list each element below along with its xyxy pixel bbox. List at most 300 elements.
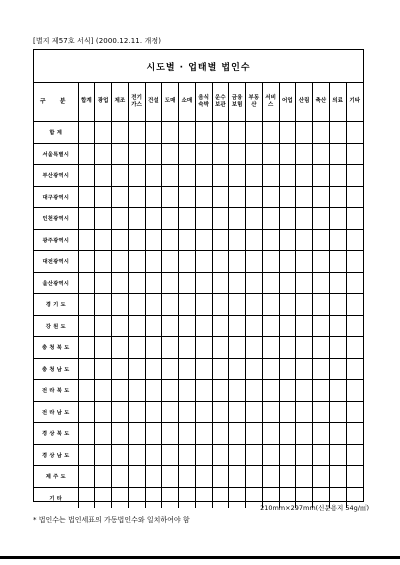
table-cell (346, 186, 363, 208)
table-row (34, 423, 363, 445)
column-header: 광업 (95, 83, 112, 122)
table-cell (212, 358, 229, 380)
table-cell (179, 208, 196, 230)
table-cell (162, 186, 179, 208)
table-cell (262, 143, 279, 165)
table-cell (262, 229, 279, 251)
table-cell (279, 208, 296, 230)
table-cell (229, 143, 246, 165)
table-cell (195, 401, 212, 423)
table-cell (195, 466, 212, 488)
region-label: 광주광역시 (34, 229, 78, 251)
table-cell (346, 315, 363, 337)
table-cell (279, 315, 296, 337)
table-cell (95, 272, 112, 294)
region-label: 서울특별시 (34, 143, 78, 165)
table-cell (78, 272, 95, 294)
table-cell (78, 380, 95, 402)
table-cell (95, 165, 112, 187)
table-cell (95, 315, 112, 337)
table-cell (346, 122, 363, 144)
table-cell (78, 315, 95, 337)
table-cell (262, 423, 279, 445)
table-cell (128, 229, 145, 251)
table-cell (246, 294, 263, 316)
table-cell (179, 122, 196, 144)
column-header: 서비스 (262, 83, 279, 122)
table-cell (329, 251, 346, 273)
table-cell (346, 444, 363, 466)
table-cell (78, 165, 95, 187)
table-cell (112, 165, 129, 187)
table-cell (329, 444, 346, 466)
table-cell (313, 143, 330, 165)
table-cell (246, 229, 263, 251)
table-cell (128, 444, 145, 466)
table-cell (195, 165, 212, 187)
table-cell (179, 423, 196, 445)
table-cell (329, 229, 346, 251)
table-cell (179, 272, 196, 294)
table-cell (229, 423, 246, 445)
table-cell (95, 229, 112, 251)
table-row (34, 358, 363, 380)
table-cell (179, 466, 196, 488)
table-cell (313, 272, 330, 294)
table-cell (145, 165, 162, 187)
table-row (34, 186, 363, 208)
region-label: 경 상 남 도 (34, 444, 78, 466)
table-cell (246, 186, 263, 208)
table-cell (246, 208, 263, 230)
table-cell (229, 466, 246, 488)
table-cell (313, 229, 330, 251)
table-cell (329, 122, 346, 144)
region-label: 전 라 북 도 (34, 380, 78, 402)
table-cell (162, 444, 179, 466)
table-cell (212, 466, 229, 488)
table-cell (78, 186, 95, 208)
table-cell (128, 466, 145, 488)
region-label: 대전광역시 (34, 251, 78, 273)
table-cell (229, 337, 246, 359)
region-label: 울산광역시 (34, 272, 78, 294)
table-cell (112, 444, 129, 466)
column-header: 음식 숙박 (195, 83, 212, 122)
table-cell (145, 380, 162, 402)
table-cell (279, 337, 296, 359)
table-cell (329, 337, 346, 359)
table-cell (212, 401, 229, 423)
table-cell (112, 272, 129, 294)
region-label: 전 라 남 도 (34, 401, 78, 423)
table-cell (212, 444, 229, 466)
table-row (34, 251, 363, 273)
table-cell (179, 487, 196, 508)
table-cell (195, 337, 212, 359)
table-cell (246, 401, 263, 423)
table-row (34, 229, 363, 251)
table-cell (179, 186, 196, 208)
table-cell (128, 487, 145, 508)
table-cell (262, 186, 279, 208)
table-cell (112, 423, 129, 445)
table-cell (179, 165, 196, 187)
column-header: 운수 보관 (212, 83, 229, 122)
table-cell (162, 487, 179, 508)
column-header: 합계 (78, 83, 95, 122)
table-cell (95, 337, 112, 359)
table-cell (78, 208, 95, 230)
table-cell (296, 272, 313, 294)
table-cell (162, 423, 179, 445)
table-cell (329, 272, 346, 294)
table-cell (162, 229, 179, 251)
table-cell (229, 229, 246, 251)
table-cell (145, 423, 162, 445)
region-label: 인천광역시 (34, 208, 78, 230)
table-cell (296, 337, 313, 359)
table-cell (179, 380, 196, 402)
table-cell (195, 208, 212, 230)
table-row (34, 122, 363, 144)
table-cell (179, 401, 196, 423)
table-cell (162, 165, 179, 187)
table-cell (212, 272, 229, 294)
table-cell (262, 466, 279, 488)
table-cell (212, 186, 229, 208)
table-cell (329, 143, 346, 165)
table-cell (313, 423, 330, 445)
table-cell (145, 444, 162, 466)
table-cell (246, 358, 263, 380)
table-cell (212, 251, 229, 273)
column-header: 금융 보험 (229, 83, 246, 122)
table-cell (195, 294, 212, 316)
form-box (33, 49, 364, 502)
footnote: * 법인수는 법인세표의 가동법인수와 일치하여야 함 (33, 516, 190, 524)
table-cell (346, 294, 363, 316)
table-cell (212, 380, 229, 402)
table-cell (229, 251, 246, 273)
column-header: 부동산 (246, 83, 263, 122)
table-cell (78, 466, 95, 488)
table-cell (162, 358, 179, 380)
table-cell (262, 122, 279, 144)
table-row (34, 165, 363, 187)
table-cell (262, 337, 279, 359)
table-cell (128, 337, 145, 359)
table-cell (313, 122, 330, 144)
table-cell (162, 272, 179, 294)
table-cell (279, 358, 296, 380)
table-cell (78, 251, 95, 273)
table-cell (296, 122, 313, 144)
region-label: 기 타 (34, 487, 78, 508)
table-cell (246, 466, 263, 488)
table-cell (78, 358, 95, 380)
table-cell (279, 229, 296, 251)
table-row (34, 401, 363, 423)
table-cell (246, 315, 263, 337)
table-cell (162, 337, 179, 359)
table-cell (78, 229, 95, 251)
table-cell (329, 294, 346, 316)
table-cell (313, 165, 330, 187)
column-header: 의료 (329, 83, 346, 122)
table-cell (195, 444, 212, 466)
table-cell (162, 466, 179, 488)
region-label: 충 청 남 도 (34, 358, 78, 380)
table-row (34, 208, 363, 230)
table-cell (195, 315, 212, 337)
table-cell (346, 466, 363, 488)
table-cell (162, 122, 179, 144)
table-cell (128, 358, 145, 380)
table-cell (329, 208, 346, 230)
table-cell (329, 380, 346, 402)
column-header: 도매 (162, 83, 179, 122)
table-cell (145, 358, 162, 380)
table-cell (145, 208, 162, 230)
table-cell (279, 380, 296, 402)
table-cell (229, 315, 246, 337)
table-cell (346, 358, 363, 380)
column-header: 축산 (313, 83, 330, 122)
table-cell (195, 251, 212, 273)
region-label: 경 상 북 도 (34, 423, 78, 445)
table-cell (179, 337, 196, 359)
table-cell (313, 294, 330, 316)
table-cell (246, 272, 263, 294)
table-cell (346, 229, 363, 251)
table-cell (78, 143, 95, 165)
table-cell (179, 251, 196, 273)
form-title: 시도별 · 업태별 법인수 (34, 50, 363, 83)
table-cell (212, 143, 229, 165)
table-row (34, 143, 363, 165)
table-cell (346, 143, 363, 165)
region-label: 합 계 (34, 122, 78, 144)
region-label: 충 청 북 도 (34, 337, 78, 359)
column-header: 건설 (145, 83, 162, 122)
region-label: 경 기 도 (34, 294, 78, 316)
table-cell (313, 466, 330, 488)
table-cell (179, 143, 196, 165)
table-cell (78, 444, 95, 466)
table-cell (296, 229, 313, 251)
table-row (34, 380, 363, 402)
table-cell (145, 186, 162, 208)
table-cell (212, 487, 229, 508)
table-cell (112, 251, 129, 273)
table-cell (179, 315, 196, 337)
table-cell (212, 122, 229, 144)
table-cell (128, 401, 145, 423)
table-cell (95, 186, 112, 208)
table-cell (95, 251, 112, 273)
table-cell (279, 444, 296, 466)
table-cell (296, 358, 313, 380)
column-header: 어업 (279, 83, 296, 122)
table-cell (229, 294, 246, 316)
table-cell (162, 208, 179, 230)
column-header: 전기 가스 (128, 83, 145, 122)
header-note: [별지 제57호 서식] (2000.12.11. 개정) (33, 37, 162, 45)
table-cell (95, 294, 112, 316)
table-cell (313, 315, 330, 337)
table-cell (279, 423, 296, 445)
table-cell (145, 272, 162, 294)
table-cell (145, 143, 162, 165)
statistics-table (34, 83, 363, 508)
table-cell (78, 423, 95, 445)
table-cell (145, 229, 162, 251)
table-cell (246, 122, 263, 144)
table-cell (128, 315, 145, 337)
table-cell (313, 251, 330, 273)
table-cell (212, 294, 229, 316)
table-cell (296, 251, 313, 273)
table-cell (229, 208, 246, 230)
table-cell (179, 358, 196, 380)
table-cell (279, 143, 296, 165)
table-row (34, 294, 363, 316)
table-cell (128, 186, 145, 208)
table-cell (329, 358, 346, 380)
table-cell (346, 272, 363, 294)
column-header: 기타 (346, 83, 363, 122)
table-cell (262, 165, 279, 187)
table-cell (128, 251, 145, 273)
region-label: 부산광역시 (34, 165, 78, 187)
table-cell (112, 143, 129, 165)
table-cell (145, 315, 162, 337)
table-cell (112, 380, 129, 402)
table-cell (296, 380, 313, 402)
column-header-category: 구 분 (34, 83, 78, 122)
table-cell (313, 444, 330, 466)
table-cell (195, 358, 212, 380)
table-cell (162, 401, 179, 423)
table-cell (128, 272, 145, 294)
table-cell (195, 186, 212, 208)
table-cell (296, 444, 313, 466)
table-cell (145, 251, 162, 273)
column-header: 소매 (179, 83, 196, 122)
table-cell (296, 423, 313, 445)
table-cell (262, 294, 279, 316)
table-cell (246, 423, 263, 445)
table-cell (112, 208, 129, 230)
table-cell (195, 272, 212, 294)
table-cell (262, 380, 279, 402)
column-header-row (34, 83, 363, 122)
table-cell (95, 358, 112, 380)
table-cell (313, 337, 330, 359)
table-cell (229, 272, 246, 294)
table-cell (112, 466, 129, 488)
table-cell (128, 208, 145, 230)
table-cell (246, 380, 263, 402)
table-cell (246, 251, 263, 273)
table-row (34, 272, 363, 294)
table-cell (95, 380, 112, 402)
table-cell (262, 272, 279, 294)
region-label: 제 주 도 (34, 466, 78, 488)
table-cell (346, 208, 363, 230)
table-cell (296, 466, 313, 488)
table-cell (95, 122, 112, 144)
table-cell (346, 165, 363, 187)
table-cell (346, 251, 363, 273)
table-cell (212, 229, 229, 251)
table-cell (112, 186, 129, 208)
table-cell (112, 358, 129, 380)
table-cell (262, 444, 279, 466)
table-cell (313, 380, 330, 402)
table-cell (246, 444, 263, 466)
table-cell (329, 423, 346, 445)
table-cell (229, 401, 246, 423)
table-cell (229, 165, 246, 187)
table-cell (95, 143, 112, 165)
table-cell (145, 401, 162, 423)
table-cell (95, 487, 112, 508)
table-cell (95, 466, 112, 488)
region-label: 대구광역시 (34, 186, 78, 208)
table-cell (212, 315, 229, 337)
table-cell (95, 401, 112, 423)
table-cell (229, 358, 246, 380)
table-cell (195, 423, 212, 445)
table-cell (162, 143, 179, 165)
table-cell (112, 122, 129, 144)
table-cell (313, 208, 330, 230)
table-cell (329, 186, 346, 208)
table-cell (145, 122, 162, 144)
table-cell (262, 315, 279, 337)
table-cell (296, 143, 313, 165)
table-cell (112, 337, 129, 359)
table-cell (95, 423, 112, 445)
table-cell (112, 229, 129, 251)
table-cell (246, 165, 263, 187)
table-cell (95, 208, 112, 230)
table-cell (112, 294, 129, 316)
table-cell (246, 337, 263, 359)
table-cell (262, 358, 279, 380)
table-cell (128, 294, 145, 316)
table-cell (329, 165, 346, 187)
column-header: 산림 (296, 83, 313, 122)
table-cell (279, 272, 296, 294)
table-cell (145, 466, 162, 488)
table-cell (346, 337, 363, 359)
table-cell (95, 444, 112, 466)
table-cell (78, 294, 95, 316)
table-cell (296, 208, 313, 230)
table-cell (229, 444, 246, 466)
table-cell (262, 208, 279, 230)
table-cell (145, 487, 162, 508)
table-cell (329, 466, 346, 488)
table-cell (145, 337, 162, 359)
table-cell (212, 165, 229, 187)
table-cell (179, 444, 196, 466)
table-cell (162, 251, 179, 273)
table-cell (279, 165, 296, 187)
